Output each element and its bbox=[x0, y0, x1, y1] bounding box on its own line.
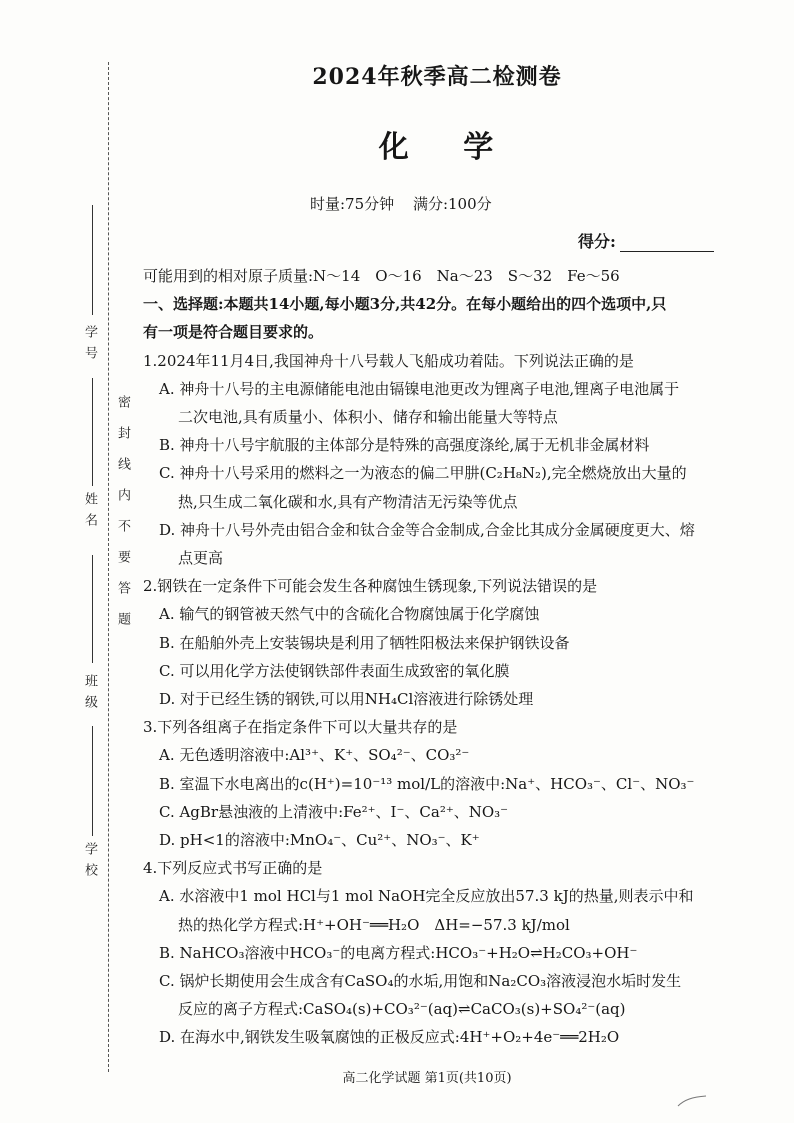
question-4-option-a: A. 水溶液中1 mol HCl与1 mol NaOH完全反应放出57.3 kJ的热量,则表示中和 bbox=[159, 887, 694, 906]
name-line bbox=[92, 378, 93, 486]
question-1-option-a-cont: 二次电池,具有质量小、体积小、储存和输出能量大等特点 bbox=[178, 408, 558, 427]
question-2-stem: 2.钢铁在一定条件下可能会发生各种腐蚀生锈现象,下列说法错误的是 bbox=[143, 577, 598, 596]
binding-dashed-line bbox=[108, 62, 109, 1072]
score-label: 得分: bbox=[578, 232, 616, 251]
student-id-line bbox=[92, 205, 93, 315]
class-line bbox=[92, 555, 93, 663]
student-id-label: 学 号 bbox=[82, 325, 97, 362]
question-3-option-d: D. pH<1的溶液中:MnO₄⁻、Cu²⁺、NO₃⁻、K⁺ bbox=[159, 831, 480, 850]
question-1-option-c-cont: 热,只生成二氧化碳和水,具有产物清洁无污染等优点 bbox=[178, 492, 518, 511]
question-2-option-c: C. 可以用化学方法使钢铁部件表面生成致密的氧化膜 bbox=[159, 661, 510, 680]
question-2-option-a: A. 输气的钢管被天然气中的含硫化合物腐蚀属于化学腐蚀 bbox=[159, 605, 540, 624]
question-4-option-c-cont: 反应的离子方程式:CaSO₄(s)+CO₃²⁻(aq)⇌CaCO₃(s)+SO₄²⁻(aq) bbox=[178, 1000, 626, 1019]
question-4-option-b: B. NaHCO₃溶液中HCO₃⁻的电离方程式:HCO₃⁻+H₂O⇌H₂CO₃+OH⁻ bbox=[159, 943, 638, 962]
question-3-option-c: C. AgBr悬浊液的上清液中:Fe²⁺、I⁻、Ca²⁺、NO₃⁻ bbox=[159, 802, 509, 821]
school-line bbox=[92, 726, 93, 836]
section-instruction-2: 有一项是符合题目要求的。 bbox=[143, 323, 324, 342]
question-3-option-b: B. 室温下水电离出的c(H⁺)=10⁻¹³ mol/L的溶液中:Na⁺、HCO₃⁻、Cl⁻、NO₃⁻ bbox=[159, 774, 695, 793]
question-4-stem: 4.下列反应式书写正确的是 bbox=[143, 859, 323, 878]
question-4-option-d: D. 在海水中,钢铁发生吸氧腐蚀的正极反应式:4H⁺+O₂+4e⁻══2H₂O bbox=[159, 1028, 620, 1047]
page-footer: 高二化学试题 第1页(共10页) bbox=[342, 1071, 512, 1086]
time-limit: 时量:75分钟 bbox=[310, 195, 395, 213]
question-1-option-a: A. 神舟十八号的主电源储能电池由镉镍电池更改为锂离子电池,锂离子电池属于 bbox=[159, 379, 680, 398]
question-1-option-d-cont: 点更高 bbox=[178, 549, 224, 568]
seal-notice: 密封线内不要答题 bbox=[115, 395, 130, 643]
question-4-option-a-cont: 热的热化学方程式:H⁺+OH⁻══H₂O ΔH=−57.3 kJ/mol bbox=[178, 915, 570, 934]
subject-title: 化 学 bbox=[378, 130, 516, 165]
atomic-mass-line: 可能用到的相对原子质量:N～14 O～16 Na～23 S～32 Fe～56 bbox=[143, 267, 620, 285]
school-label: 学 校 bbox=[82, 842, 97, 879]
exam-meta bbox=[310, 193, 506, 214]
question-1-option-c: C. 神舟十八号采用的燃料之一为液态的偏二甲肼(C₂H₈N₂),完全燃烧放出大量的 bbox=[159, 464, 687, 483]
exam-title: 2024年秋季高二检测卷 bbox=[312, 64, 562, 90]
question-3-stem: 3.下列各组离子在指定条件下可以大量共存的是 bbox=[143, 718, 458, 737]
question-1-option-b: B. 神舟十八号宇航服的主体部分是特殊的高强度涤纶,属于无机非金属材料 bbox=[159, 436, 650, 455]
question-2-option-d: D. 对于已经生锈的钢铁,可以用NH₄Cl溶液进行除锈处理 bbox=[159, 690, 534, 709]
full-score: 满分:100分 bbox=[412, 195, 492, 213]
name-label: 姓 名 bbox=[82, 492, 97, 529]
question-4-option-c: C. 锅炉长期使用会生成含有CaSO₄的水垢,用饱和Na₂CO₃溶液浸泡水垢时发生 bbox=[159, 972, 682, 991]
question-content bbox=[143, 262, 723, 1052]
question-2-option-b: B. 在船舶外壳上安装锡块是利用了牺牲阳极法来保护钢铁设备 bbox=[159, 633, 570, 652]
section-instruction-1: 一、选择题:本题共14小题,每小题3分,共42分。在每小题给出的四个选项中,只 bbox=[143, 295, 667, 314]
question-3-option-a: A. 无色透明溶液中:Al³⁺、K⁺、SO₄²⁻、CO₃²⁻ bbox=[159, 746, 470, 765]
score-blank bbox=[620, 237, 714, 252]
score-field bbox=[578, 229, 714, 252]
question-1-stem: 1.2024年11月4日,我国神舟十八号载人飞船成功着陆。下列说法正确的是 bbox=[143, 351, 634, 370]
class-label: 班 级 bbox=[82, 674, 97, 711]
pen-mark bbox=[676, 1094, 708, 1108]
question-1-option-d: D. 神舟十八号外壳由铝合金和钛合金等合金制成,合金比其成分金属硬度更大、熔 bbox=[159, 520, 695, 539]
